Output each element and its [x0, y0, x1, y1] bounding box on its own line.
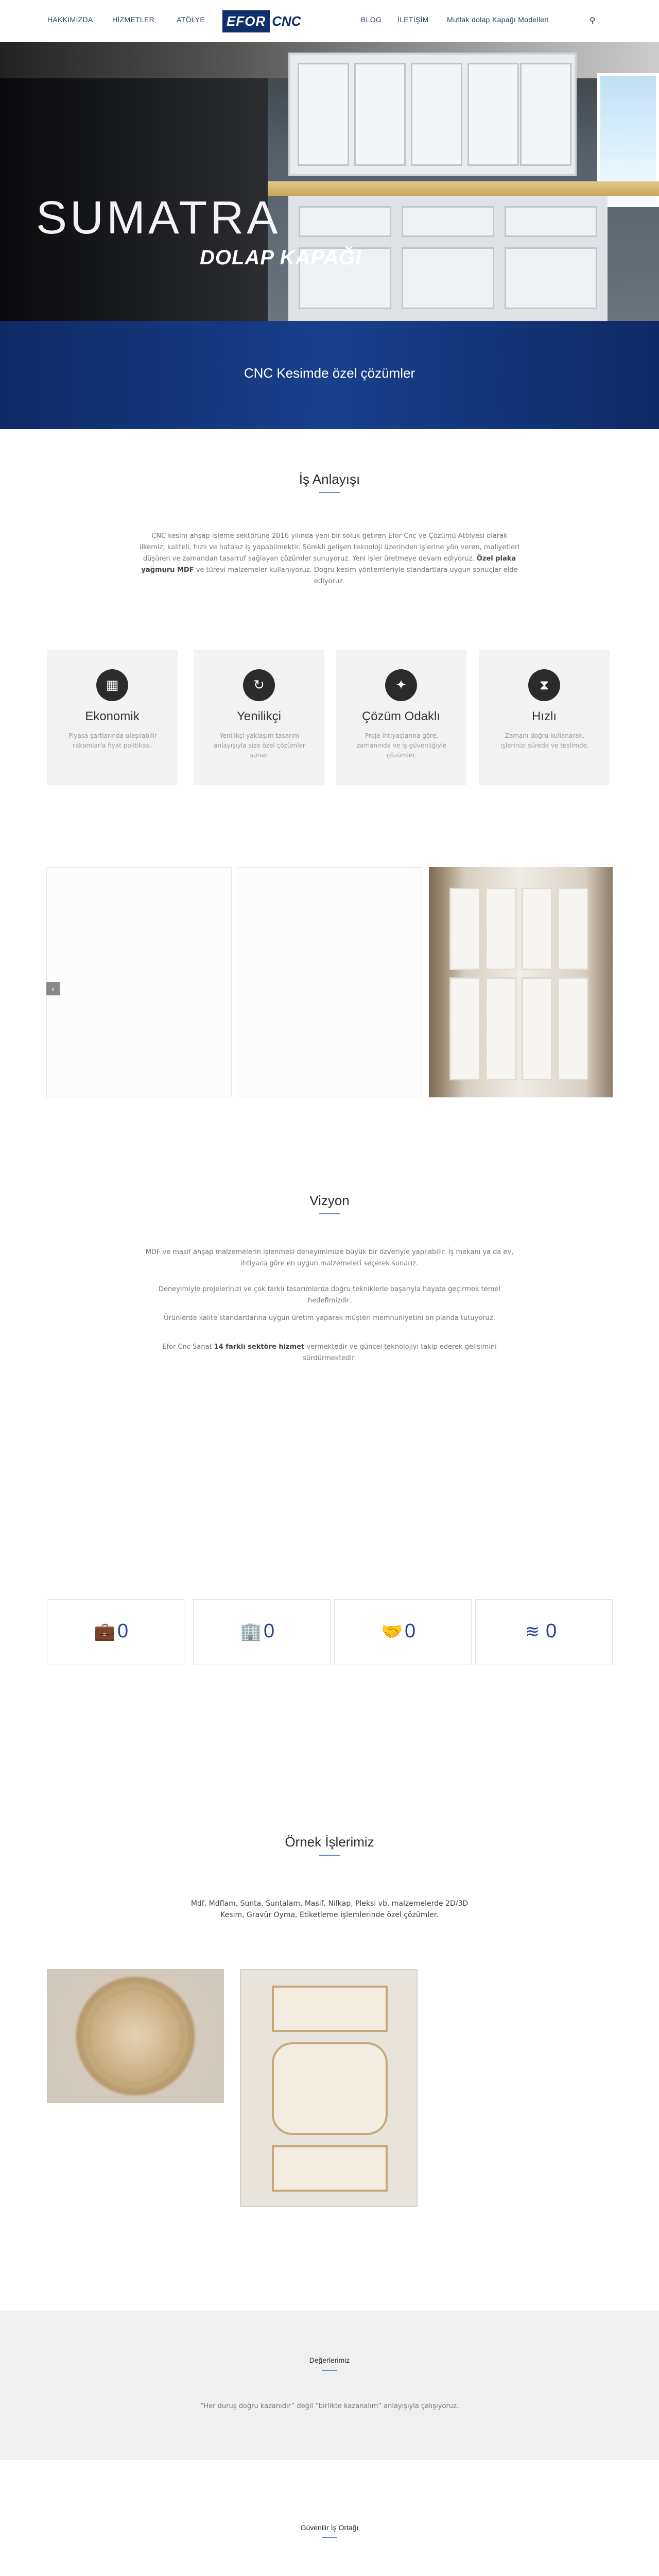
work-image-medallion[interactable] [47, 1969, 224, 2103]
site-logo[interactable] [222, 8, 301, 34]
trust-title: Güvenilir İş Ortağı [300, 2523, 359, 2532]
vision-paragraph-1: MDF ve masif ahşap malzemelerin işlenmesi deneyimimize büyük bir özveriyle yapılabilir. İş mekanı ya da ev, ihtiyaca göre en uygun malzemeleri seçerek sunarız. [145, 1248, 514, 1267]
building-icon: 🏢 [240, 1621, 262, 1642]
hero-tagline-band [0, 321, 659, 429]
feature-card-cozum-odakli [336, 650, 466, 785]
nav-link-mutfak-dolap[interactable]: Mutfak dolap Kapağı Modelleri [447, 15, 549, 24]
vision-paragraph-3: Ürünlerde kalite standartlarına uygun üretim yaparak müşteri memnuniyetini ön planda tutuyoruz. [164, 1314, 495, 1322]
stat-value: 0 [546, 1620, 557, 1642]
briefcase-icon: 💼 [94, 1621, 116, 1642]
top-navigation [0, 0, 659, 42]
feature-title: Yenilikçi [237, 709, 281, 723]
logo-cnc: CNC [272, 13, 301, 29]
feature-title: Çözüm Odaklı [361, 709, 441, 723]
about-title: İş Anlayışı [299, 471, 360, 487]
values-divider [322, 2370, 337, 2371]
stat-box-layers [475, 1599, 613, 1665]
vision-title: Vizyon [309, 1193, 350, 1208]
vision-paragraph-2: Deneyimiyle projelerinizi ve çok farklı tasarımlarda doğru tekniklerle başarıyla hayata geçirmek temel hedefimizdir. [158, 1285, 500, 1304]
feature-card-hizli [479, 650, 610, 785]
hero-counter [268, 181, 659, 196]
stat-value: 0 [117, 1620, 129, 1642]
work-image-door-panel[interactable] [240, 1969, 418, 2207]
hero-banner [0, 42, 659, 321]
feature-desc: Zamanı doğru kullanarak, işlerinizi sürede ve teslimde. [500, 732, 589, 749]
vision-paragraph-4: Efor Cnc Sanat 14 farklı sektöre hizmet vermektedir ve güncel teknolojiyi takip ederek gelişimini sürdürmektedir. [162, 1343, 497, 1362]
slide-empty [46, 867, 232, 1097]
hero-tagline: CNC Kesimde özel çözümler [244, 365, 415, 381]
calculator-icon: ▦ [96, 669, 128, 701]
works-divider [319, 1855, 340, 1856]
stat-value: 0 [405, 1620, 416, 1642]
handshake-icon: 🤝 [381, 1621, 403, 1642]
hero-title: SUMATRA [36, 192, 281, 244]
trust-divider [322, 2537, 337, 2538]
stat-box-customers [334, 1599, 472, 1665]
stat-box-companies [193, 1599, 331, 1665]
stat-value: 0 [264, 1620, 275, 1642]
nav-link-atolye[interactable]: ATÖLYE [177, 15, 205, 24]
search-icon[interactable]: ⚲ [589, 16, 596, 25]
feature-desc: Proje ihtiyaçlarına göre, zamanında ve iş güvenliğiyle çözümler. [356, 732, 447, 759]
values-title: Değerlerimiz [309, 2356, 350, 2364]
hero-upper-cabinets [288, 53, 577, 176]
nav-link-hakkimizda[interactable]: HAKKIMIZDA [47, 15, 93, 24]
vision-divider [319, 1213, 340, 1214]
about-divider [319, 492, 340, 493]
hourglass-icon: ⧗ [528, 669, 560, 701]
values-section [0, 2311, 659, 2460]
refresh-icon: ↻ [243, 669, 275, 701]
nav-link-blog[interactable]: BLOG [361, 15, 382, 24]
feature-card-ekonomik [47, 650, 178, 785]
feature-title: Ekonomik [85, 709, 140, 723]
slide-wardrobe-image [429, 867, 613, 1097]
stat-box-projects [47, 1599, 184, 1665]
works-description: Mdf, Mdflam, Sunta, Suntalam, Masif, Nilkap, Pleksi vb. malzemelerde 2D/3D Kesim, Gravür Oyma, Etiketleme işlemlerinde özel çözümler. [190, 1900, 469, 1919]
feature-card-yenilikci [194, 650, 324, 785]
feature-title: Hızlı [532, 709, 557, 723]
nav-link-hizmetler[interactable]: HİZMETLER [112, 15, 155, 24]
hero-subtitle: DOLAP KAPAĞI [200, 246, 362, 269]
about-paragraph: CNC kesim ahşap işleme sektörüne 2016 yılında yeni bir soluk getiren Efor Cnc ve Çözümü Atölyesi olarak ilkemiz; kaliteli, hızlı ve hatasız iş yapabilmektir. Sürekli gelişen teknoloji üzerinden işlerine yön veren, maliyetleri düşüren ve zamandan tasarruf sağlayan çözümler sunuyoruz. Yeni işler üretmeye devam ediyoruz. Özel plaka yağmuru MDF ve türevi malzemeler kullanıyoruz. Doğru kesim yöntemleriyle standartlara uygun sonuçlar elde ediyoruz. [139, 532, 520, 585]
slider-prev-button[interactable]: ‹ [46, 982, 60, 995]
layers-icon: ≋ [525, 1621, 540, 1642]
slide-empty [237, 867, 422, 1097]
feature-desc: Yenilikçi yaklaşım tasarım anlayışıyla size özel çözümler sunar. [214, 732, 305, 759]
feature-desc: Piyasa şartlarında ulaşılabilir rakamlarla fiyat politikası. [68, 732, 157, 749]
bulb-icon: ✦ [385, 669, 417, 701]
works-title: Örnek İşlerimiz [285, 1834, 374, 1850]
nav-link-iletisim[interactable]: İLETİŞİM [397, 15, 429, 24]
values-text: “Her duruş doğru kazanıdır” değil “birlikte kazanalım” anlayışıyla çalışıyoruz. [200, 2402, 459, 2410]
logo-efor: EFOR [222, 10, 270, 32]
